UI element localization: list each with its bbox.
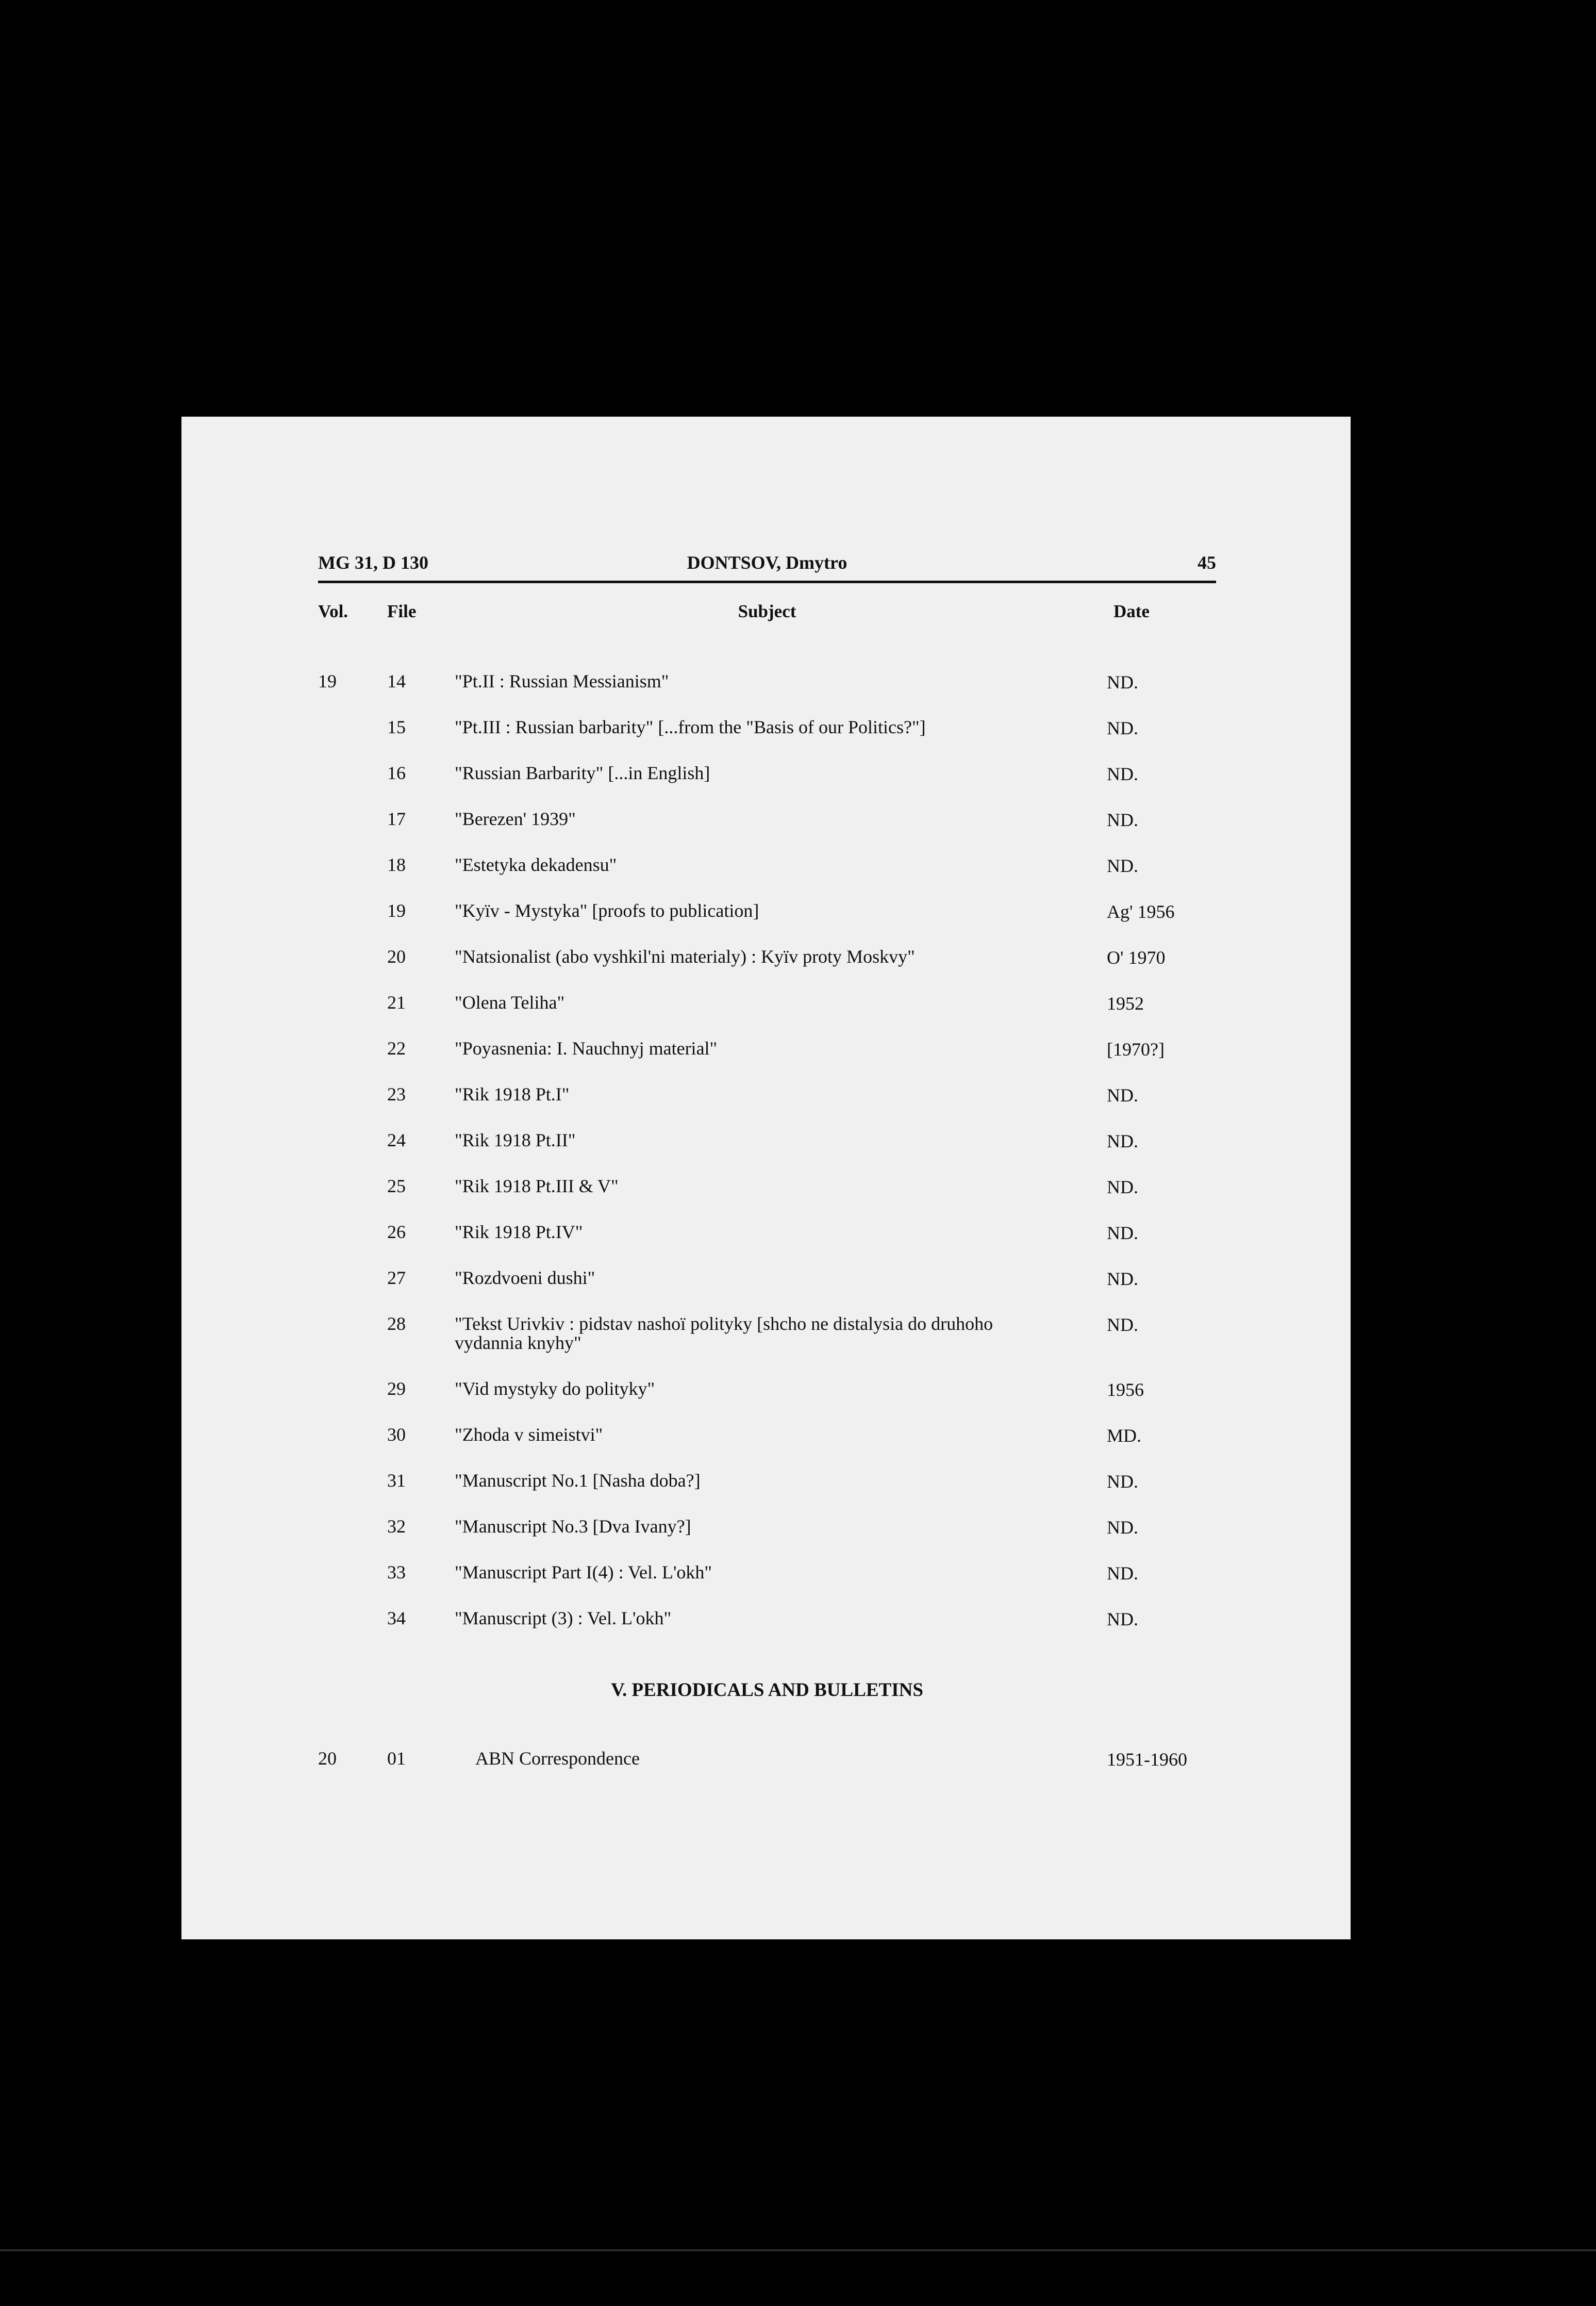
table-row [318,810,1216,855]
subject-cell: "Rik 1918 Pt.I" [455,1084,570,1105]
file-cell: 14 [387,671,406,691]
date-cell: ND. [1107,1269,1138,1289]
file-cell: 28 [387,1313,406,1334]
table-row [318,1563,1216,1609]
file-cell: 17 [387,809,406,829]
date-cell: ND. [1107,1517,1138,1538]
table-row [318,1379,1216,1425]
vol-cell: 20 [318,1748,337,1769]
subject-cell: ABN Correspondence [475,1748,640,1769]
file-cell: 01 [387,1748,406,1769]
fonds-reference: MG 31, D 130 [318,552,428,573]
date-cell: ND. [1107,1223,1138,1243]
date-cell: ND. [1107,1314,1138,1335]
file-cell: 29 [387,1378,406,1399]
subject-cell: "Pt.III : Russian barbarity" [...from the "Basis of our Politics?"] [455,717,926,737]
file-cell: 15 [387,717,406,737]
section-file-list [318,1749,1216,1795]
subject-cell: "Rik 1918 Pt.IV" [455,1222,583,1242]
date-cell: 1951-1960 [1107,1749,1187,1770]
date-cell: ND. [1107,1563,1138,1584]
subject-cell: "Tekst Urivkiv : pidstav nashoï polityky [shcho ne distalysia do druhoho vydannia knyhy" [455,1313,993,1353]
column-header-subject: Subject [738,601,796,621]
date-cell: MD. [1107,1425,1142,1446]
date-cell: 1956 [1107,1379,1144,1400]
subject-cell: "Pt.II : Russian Messianism" [455,671,669,691]
section-heading: V. PERIODICALS AND BULLETINS [611,1679,923,1701]
subject-cell: "Berezen' 1939" [455,809,576,829]
column-header-vol: Vol. [318,601,348,621]
page-header [318,552,1216,583]
table-row [318,855,1216,901]
date-cell: ND. [1107,764,1138,784]
subject-cell: "Manuscript Part I(4) : Vel. L'okh" [455,1562,712,1583]
table-row [318,718,1216,764]
file-cell: 31 [387,1470,406,1491]
table-row [318,1269,1216,1314]
subject-cell: "Olena Teliha" [455,992,565,1013]
file-cell: 30 [387,1424,406,1445]
subject-cell: "Rik 1918 Pt.III & V" [455,1176,619,1196]
subject-cell: "Poyasnenia: I. Nauchnyj material" [455,1038,718,1059]
table-row [318,993,1216,1039]
date-cell: ND. [1107,1085,1138,1106]
table-row [318,1425,1216,1471]
subject-cell: "Natsionalist (abo vyshkil'ni materialy) : Kyïv proty Moskvy" [455,946,915,967]
table-row [318,1749,1216,1795]
table-row [318,1609,1216,1655]
file-cell: 33 [387,1562,406,1583]
table-row [318,1314,1216,1379]
table-row [318,1177,1216,1223]
column-header-file: File [387,601,417,621]
page-title: DONTSOV, Dmytro [687,552,847,573]
file-cell: 26 [387,1222,406,1242]
table-row [318,1131,1216,1177]
file-cell: 24 [387,1130,406,1150]
file-list [318,672,1216,1655]
subject-cell: "Zhoda v simeistvi" [455,1424,603,1445]
file-cell: 20 [387,946,406,967]
subject-cell: "Kyïv - Mystyka" [proofs to publication] [455,900,759,921]
date-cell: ND. [1107,672,1138,693]
file-cell: 25 [387,1176,406,1196]
subject-cell: "Rik 1918 Pt.II" [455,1130,576,1150]
table-row [318,1223,1216,1269]
date-cell: 1952 [1107,993,1144,1014]
date-cell: Ag' 1956 [1107,901,1175,922]
date-cell: ND. [1107,718,1138,738]
date-cell: ND. [1107,1471,1138,1492]
subject-cell: "Rozdvoeni dushi" [455,1267,595,1288]
file-cell: 32 [387,1516,406,1537]
file-cell: 23 [387,1084,406,1105]
table-row [318,947,1216,993]
date-cell: O' 1970 [1107,947,1166,968]
table-row [318,764,1216,810]
table-row [318,901,1216,947]
page-number: 45 [1198,552,1216,573]
subject-cell: "Estetyka dekadensu" [455,854,617,875]
date-cell: ND. [1107,810,1138,830]
table-row [318,1517,1216,1563]
file-cell: 22 [387,1038,406,1059]
file-cell: 18 [387,854,406,875]
table-row [318,1085,1216,1131]
subject-cell: "Russian Barbarity" [...in English] [455,763,710,783]
file-cell: 34 [387,1608,406,1628]
date-cell: ND. [1107,1131,1138,1151]
subject-cell: "Vid mystyky do polityky" [455,1378,655,1399]
vol-cell: 19 [318,671,337,691]
file-cell: 19 [387,900,406,921]
file-cell: 21 [387,992,406,1013]
file-cell: 16 [387,763,406,783]
table-row [318,672,1216,718]
table-row [318,1471,1216,1517]
date-cell: ND. [1107,855,1138,876]
table-row [318,1039,1216,1085]
file-cell: 27 [387,1267,406,1288]
subject-cell: "Manuscript (3) : Vel. L'okh" [455,1608,672,1628]
column-headers [318,601,1216,627]
scanner-edge-line [0,2249,1596,2251]
date-cell: ND. [1107,1609,1138,1629]
date-cell: [1970?] [1107,1039,1165,1060]
document-page [181,417,1351,1939]
date-cell: ND. [1107,1177,1138,1197]
column-header-date: Date [1113,601,1150,621]
subject-cell: "Manuscript No.1 [Nasha doba?] [455,1470,701,1491]
subject-cell: "Manuscript No.3 [Dva Ivany?] [455,1516,691,1537]
